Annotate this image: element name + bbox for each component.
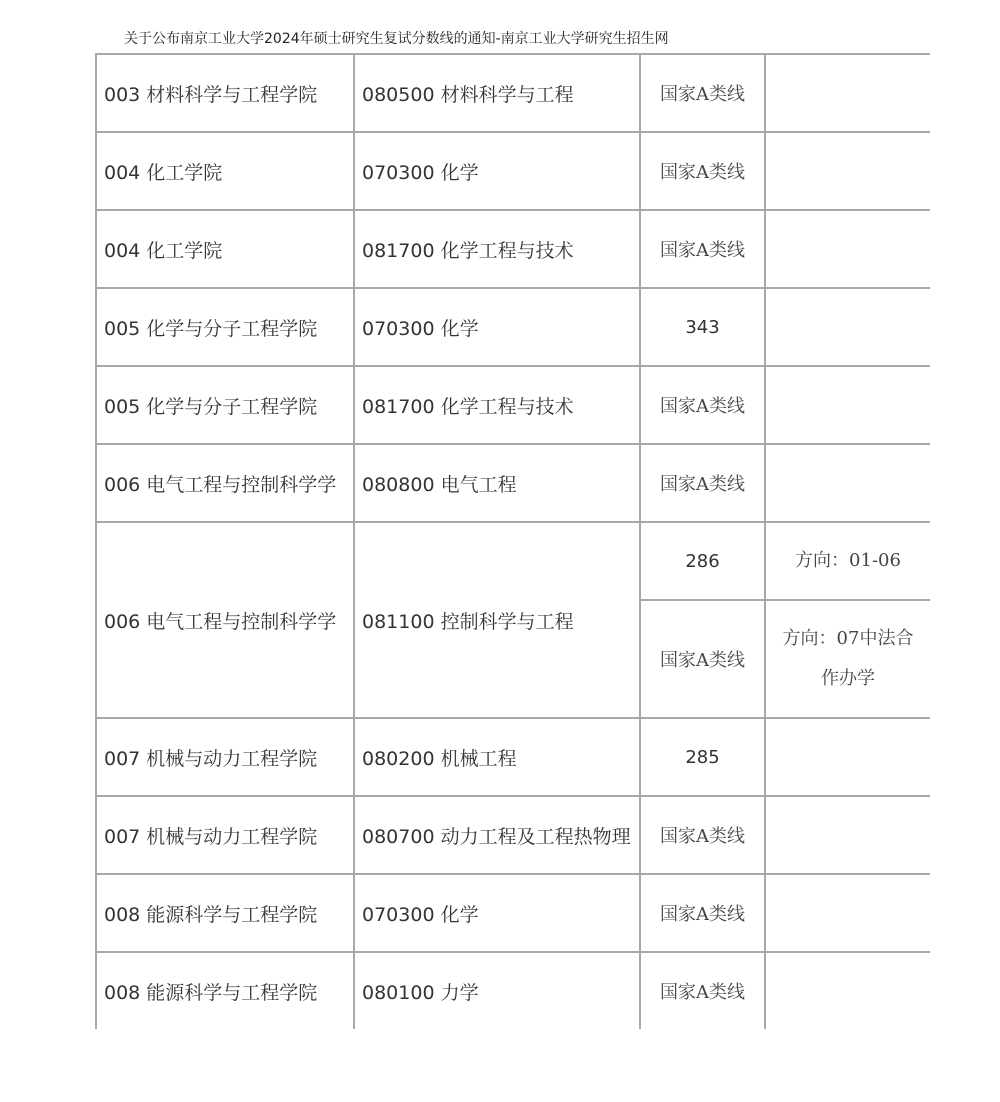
score-cell: 286 bbox=[640, 522, 765, 600]
table-row bbox=[96, 132, 930, 210]
score-cell: 国家A类线 bbox=[640, 366, 765, 444]
note-cell bbox=[765, 366, 930, 444]
table-row bbox=[96, 952, 930, 1029]
major-cell: 070300 化学 bbox=[354, 874, 640, 952]
score-cell: 国家A类线 bbox=[640, 444, 765, 522]
table-row bbox=[96, 718, 930, 796]
note-cell bbox=[765, 444, 930, 522]
table-row bbox=[96, 874, 930, 952]
note-cell bbox=[765, 210, 930, 288]
major-cell: 081700 化学工程与技术 bbox=[354, 366, 640, 444]
score-cell: 国家A类线 bbox=[640, 54, 765, 132]
score-cell: 国家A类线 bbox=[640, 132, 765, 210]
note-cell bbox=[765, 952, 930, 1029]
major-cell: 070300 化学 bbox=[354, 132, 640, 210]
major-cell: 080200 机械工程 bbox=[354, 718, 640, 796]
score-cell: 国家A类线 bbox=[640, 952, 765, 1029]
table-row bbox=[96, 366, 930, 444]
page-title: 关于公布南京工业大学2024年硕士研究生复试分数线的通知-南京工业大学研究生招生网 bbox=[124, 31, 669, 47]
college-cell: 003 材料科学与工程学院 bbox=[96, 54, 354, 132]
note-cell: 方向：07中法合作办学 bbox=[765, 600, 930, 718]
score-cell: 国家A类线 bbox=[640, 796, 765, 874]
note-cell bbox=[765, 796, 930, 874]
note-cell bbox=[765, 132, 930, 210]
table-row bbox=[96, 288, 930, 366]
score-cell: 285 bbox=[640, 718, 765, 796]
table-row bbox=[96, 796, 930, 874]
college-cell: 004 化工学院 bbox=[96, 210, 354, 288]
major-cell: 070300 化学 bbox=[354, 288, 640, 366]
note-cell bbox=[765, 288, 930, 366]
note-cell bbox=[765, 718, 930, 796]
score-cell: 国家A类线 bbox=[640, 600, 765, 718]
major-cell: 080100 力学 bbox=[354, 952, 640, 1029]
college-cell: 006 电气工程与控制科学学 bbox=[96, 522, 354, 718]
major-cell: 081700 化学工程与技术 bbox=[354, 210, 640, 288]
college-cell: 007 机械与动力工程学院 bbox=[96, 718, 354, 796]
score-cell: 343 bbox=[640, 288, 765, 366]
major-cell: 080500 材料科学与工程 bbox=[354, 54, 640, 132]
score-cell: 国家A类线 bbox=[640, 210, 765, 288]
score-table-container bbox=[95, 53, 930, 1051]
college-cell: 006 电气工程与控制科学学 bbox=[96, 444, 354, 522]
score-cell: 国家A类线 bbox=[640, 874, 765, 952]
table-row bbox=[96, 54, 930, 132]
college-cell: 008 能源科学与工程学院 bbox=[96, 874, 354, 952]
college-cell: 008 能源科学与工程学院 bbox=[96, 952, 354, 1029]
major-cell: 080700 动力工程及工程热物理 bbox=[354, 796, 640, 874]
major-cell: 081100 控制科学与工程 bbox=[354, 522, 640, 718]
note-cell: 方向：01-06 bbox=[765, 522, 930, 600]
table-row bbox=[96, 522, 930, 600]
college-cell: 005 化学与分子工程学院 bbox=[96, 366, 354, 444]
note-cell bbox=[765, 874, 930, 952]
note-cell bbox=[765, 54, 930, 132]
table-row bbox=[96, 444, 930, 522]
score-table bbox=[95, 53, 930, 1029]
table-row bbox=[96, 210, 930, 288]
college-cell: 005 化学与分子工程学院 bbox=[96, 288, 354, 366]
major-cell: 080800 电气工程 bbox=[354, 444, 640, 522]
college-cell: 004 化工学院 bbox=[96, 132, 354, 210]
college-cell: 007 机械与动力工程学院 bbox=[96, 796, 354, 874]
